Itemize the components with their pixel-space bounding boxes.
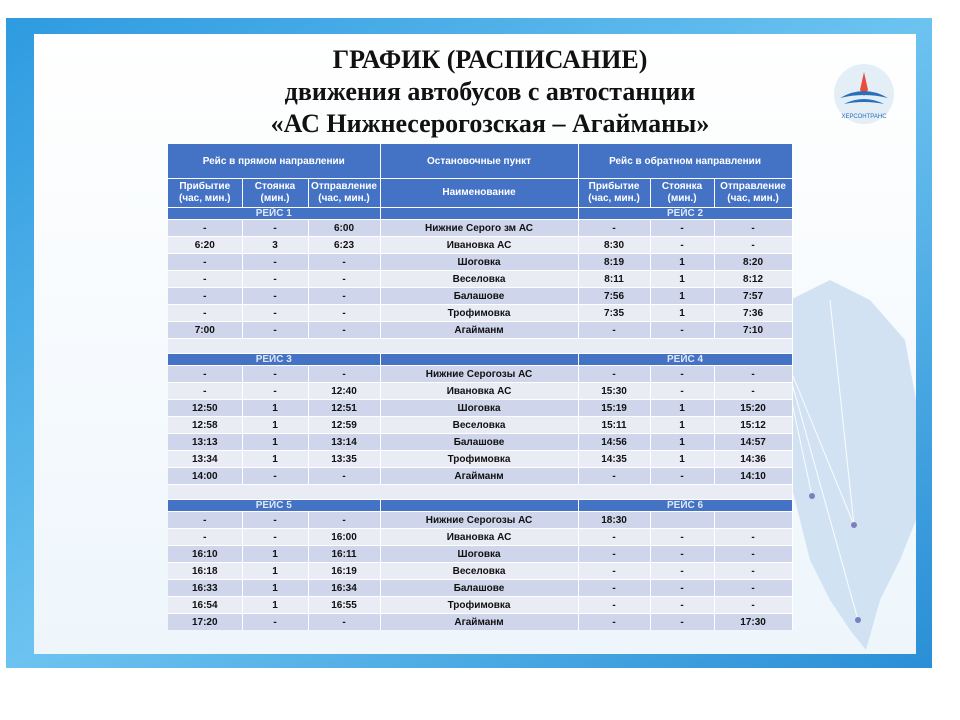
table-row xyxy=(168,563,792,580)
reverse-trip-label: РЕЙС 4 xyxy=(578,354,792,366)
cell-departure-reverse: - xyxy=(714,529,792,546)
cell-departure-forward: - xyxy=(308,614,380,631)
cell-departure-reverse: - xyxy=(714,366,792,383)
cell-arrival-forward: - xyxy=(168,220,242,237)
cell-stay-forward: 1 xyxy=(242,400,308,417)
cell-stay-forward: - xyxy=(242,366,308,383)
cell-departure-forward: 16:00 xyxy=(308,529,380,546)
cell-departure-forward: - xyxy=(308,271,380,288)
cell-departure-forward: 13:14 xyxy=(308,434,380,451)
cell-stop-name: Ивановка АС xyxy=(380,383,578,400)
header-stay-reverse: Стоянка (мин.) xyxy=(650,179,714,208)
title-line-2: движения автобусов с автостанции xyxy=(284,77,696,106)
cell-stay-forward: - xyxy=(242,383,308,400)
cell-stay-reverse: - xyxy=(650,529,714,546)
cell-stay-forward: - xyxy=(242,468,308,485)
cell-arrival-reverse: 7:56 xyxy=(578,288,650,305)
header-row-groups xyxy=(168,144,792,179)
table-row xyxy=(168,597,792,614)
cell-arrival-forward: - xyxy=(168,529,242,546)
cell-departure-reverse: 7:36 xyxy=(714,305,792,322)
cell-departure-reverse: - xyxy=(714,383,792,400)
cell-departure-forward: 13:35 xyxy=(308,451,380,468)
cell-stop-name: Балашове xyxy=(380,288,578,305)
table-row xyxy=(168,546,792,563)
header-forward: Рейс в прямом направлении xyxy=(168,144,380,179)
cell-departure-forward: - xyxy=(308,366,380,383)
table-row xyxy=(168,237,792,254)
cell-stay-forward: - xyxy=(242,305,308,322)
cell-arrival-forward: 12:50 xyxy=(168,400,242,417)
cell-stay-forward: - xyxy=(242,271,308,288)
cell-arrival-forward: 17:20 xyxy=(168,614,242,631)
cell-stay-reverse: - xyxy=(650,468,714,485)
cell-arrival-forward: 13:13 xyxy=(168,434,242,451)
cell-arrival-forward: 7:00 xyxy=(168,322,242,339)
cell-arrival-forward: 14:00 xyxy=(168,468,242,485)
cell-stay-reverse: - xyxy=(650,597,714,614)
header-arrival-forward: Прибытие (час, мин.) xyxy=(168,179,242,208)
cell-arrival-reverse: - xyxy=(578,580,650,597)
cell-arrival-forward: - xyxy=(168,288,242,305)
cell-stay-forward: - xyxy=(242,512,308,529)
header-stay-forward: Стоянка (мин.) xyxy=(242,179,308,208)
table-row xyxy=(168,366,792,383)
svg-text:ХЕРСОНТРАНС: ХЕРСОНТРАНС xyxy=(841,114,887,120)
cell-stop-name: Агайманм xyxy=(380,322,578,339)
spacer-cell xyxy=(168,339,792,354)
cell-departure-reverse: 8:20 xyxy=(714,254,792,271)
cell-arrival-reverse: 8:11 xyxy=(578,271,650,288)
block-spacer xyxy=(168,339,792,354)
cell-arrival-forward: - xyxy=(168,512,242,529)
cell-stop-name: Веселовка xyxy=(380,563,578,580)
table-row xyxy=(168,271,792,288)
cell-arrival-reverse: 15:19 xyxy=(578,400,650,417)
cell-stay-reverse: 1 xyxy=(650,434,714,451)
cell-stay-forward: - xyxy=(242,220,308,237)
cell-arrival-forward: - xyxy=(168,254,242,271)
cell-stay-reverse: 1 xyxy=(650,305,714,322)
cell-arrival-reverse: - xyxy=(578,529,650,546)
cell-arrival-reverse: 8:19 xyxy=(578,254,650,271)
cell-stay-reverse: 1 xyxy=(650,254,714,271)
cell-stop-name: Ивановка АС xyxy=(380,529,578,546)
trip-stop-blank xyxy=(380,354,578,366)
cell-departure-reverse: - xyxy=(714,546,792,563)
cell-stay-forward: 1 xyxy=(242,546,308,563)
table-row xyxy=(168,614,792,631)
cell-stop-name: Балашове xyxy=(380,434,578,451)
table-row xyxy=(168,434,792,451)
cell-departure-forward: 12:40 xyxy=(308,383,380,400)
table-row xyxy=(168,580,792,597)
cell-stay-forward: - xyxy=(242,288,308,305)
cell-stay-forward: - xyxy=(242,254,308,271)
cell-stay-reverse: 1 xyxy=(650,400,714,417)
table-row xyxy=(168,512,792,529)
header-reverse: Рейс в обратном направлении xyxy=(578,144,792,179)
cell-departure-forward: 16:34 xyxy=(308,580,380,597)
cell-arrival-forward: - xyxy=(168,383,242,400)
cell-arrival-forward: 16:54 xyxy=(168,597,242,614)
cell-stop-name: Нижние Серогозы АС xyxy=(380,512,578,529)
title-line-3: «АС Нижнесерогозская – Агайманы» xyxy=(270,109,710,138)
schedule-table xyxy=(168,144,793,630)
cell-departure-forward: 16:19 xyxy=(308,563,380,580)
cell-stay-forward: - xyxy=(242,529,308,546)
forward-trip-label: РЕЙС 3 xyxy=(168,354,380,366)
cell-arrival-reverse: - xyxy=(578,366,650,383)
cell-departure-reverse: 15:12 xyxy=(714,417,792,434)
cell-stay-reverse: - xyxy=(650,322,714,339)
reverse-trip-label: РЕЙС 2 xyxy=(578,208,792,220)
table-row xyxy=(168,451,792,468)
header-row-columns xyxy=(168,179,792,208)
cell-stop-name: Балашове xyxy=(380,580,578,597)
cell-departure-reverse: - xyxy=(714,237,792,254)
page-title xyxy=(160,44,820,140)
cell-departure-reverse xyxy=(714,512,792,529)
cell-stay-forward: 3 xyxy=(242,237,308,254)
cell-departure-reverse: 7:10 xyxy=(714,322,792,339)
cell-stop-name: Трофимовка xyxy=(380,305,578,322)
cell-stay-reverse: 1 xyxy=(650,417,714,434)
cell-stay-reverse xyxy=(650,512,714,529)
cell-departure-reverse: 15:20 xyxy=(714,400,792,417)
header-name: Наименование xyxy=(380,179,578,208)
cell-arrival-reverse: 7:35 xyxy=(578,305,650,322)
table-row xyxy=(168,383,792,400)
header-stops: Остановочные пункт xyxy=(380,144,578,179)
cell-stay-forward: - xyxy=(242,614,308,631)
cell-stop-name: Шоговка xyxy=(380,400,578,417)
trip-stop-blank xyxy=(380,500,578,512)
cell-stop-name: Шоговка xyxy=(380,254,578,271)
cell-departure-forward: 12:59 xyxy=(308,417,380,434)
block-spacer xyxy=(168,485,792,500)
forward-trip-label: РЕЙС 1 xyxy=(168,208,380,220)
table-row xyxy=(168,288,792,305)
cell-departure-reverse: 14:36 xyxy=(714,451,792,468)
cell-arrival-reverse: 15:30 xyxy=(578,383,650,400)
cell-departure-forward: 16:11 xyxy=(308,546,380,563)
cell-stop-name: Веселовка xyxy=(380,417,578,434)
cell-arrival-reverse: 8:30 xyxy=(578,237,650,254)
cell-arrival-reverse: 18:30 xyxy=(578,512,650,529)
cell-stay-forward: 1 xyxy=(242,417,308,434)
cell-arrival-reverse: 15:11 xyxy=(578,417,650,434)
cell-arrival-reverse: 14:56 xyxy=(578,434,650,451)
cell-stop-name: Веселовка xyxy=(380,271,578,288)
cell-departure-forward: 16:55 xyxy=(308,597,380,614)
cell-stop-name: Агайманм xyxy=(380,614,578,631)
cell-departure-reverse: - xyxy=(714,580,792,597)
cell-arrival-forward: 6:20 xyxy=(168,237,242,254)
cell-arrival-reverse: 14:35 xyxy=(578,451,650,468)
cell-stay-forward: - xyxy=(242,322,308,339)
cell-stop-name: Нижние Серогозы АС xyxy=(380,366,578,383)
cell-arrival-forward: 16:18 xyxy=(168,563,242,580)
cell-arrival-forward: - xyxy=(168,366,242,383)
table-row xyxy=(168,322,792,339)
cell-departure-reverse: 17:30 xyxy=(714,614,792,631)
cell-stay-reverse: - xyxy=(650,614,714,631)
trip-stop-blank xyxy=(380,208,578,220)
cell-departure-forward: - xyxy=(308,288,380,305)
cell-stay-reverse: - xyxy=(650,546,714,563)
cell-stop-name: Шоговка xyxy=(380,546,578,563)
trip-header-row xyxy=(168,354,792,366)
spacer-cell xyxy=(168,485,792,500)
cell-departure-forward: 6:23 xyxy=(308,237,380,254)
cell-departure-forward: 6:00 xyxy=(308,220,380,237)
header-arrival-reverse: Прибытие (час, мин.) xyxy=(578,179,650,208)
cell-stop-name: Нижние Серого зм АС xyxy=(380,220,578,237)
cell-arrival-reverse: - xyxy=(578,468,650,485)
company-logo-icon xyxy=(832,62,896,126)
cell-stay-reverse: 1 xyxy=(650,288,714,305)
cell-arrival-forward: 16:10 xyxy=(168,546,242,563)
cell-departure-reverse: 7:57 xyxy=(714,288,792,305)
cell-arrival-forward: 12:58 xyxy=(168,417,242,434)
cell-stay-reverse: - xyxy=(650,580,714,597)
cell-stay-forward: 1 xyxy=(242,597,308,614)
cell-stay-reverse: - xyxy=(650,383,714,400)
cell-departure-forward: - xyxy=(308,512,380,529)
cell-departure-reverse: 14:57 xyxy=(714,434,792,451)
cell-stay-reverse: - xyxy=(650,237,714,254)
table-row xyxy=(168,254,792,271)
cell-stay-reverse: - xyxy=(650,366,714,383)
forward-trip-label: РЕЙС 5 xyxy=(168,500,380,512)
table-row xyxy=(168,305,792,322)
cell-arrival-reverse: - xyxy=(578,546,650,563)
table-row xyxy=(168,417,792,434)
cell-departure-reverse: 14:10 xyxy=(714,468,792,485)
table-row xyxy=(168,400,792,417)
cell-departure-forward: - xyxy=(308,254,380,271)
cell-stay-reverse: - xyxy=(650,563,714,580)
cell-departure-reverse: 8:12 xyxy=(714,271,792,288)
cell-arrival-reverse: - xyxy=(578,563,650,580)
cell-stop-name: Трофимовка xyxy=(380,597,578,614)
title-line-1: ГРАФИК (РАСПИСАНИЕ) xyxy=(332,45,648,74)
header-departure-forward: Отправление (час, мин.) xyxy=(308,179,380,208)
cell-arrival-forward: 13:34 xyxy=(168,451,242,468)
table-row xyxy=(168,529,792,546)
cell-arrival-forward: - xyxy=(168,271,242,288)
cell-arrival-forward: - xyxy=(168,305,242,322)
cell-stop-name: Ивановка АС xyxy=(380,237,578,254)
trip-header-row xyxy=(168,500,792,512)
cell-arrival-reverse: - xyxy=(578,322,650,339)
cell-arrival-forward: 16:33 xyxy=(168,580,242,597)
cell-departure-reverse: - xyxy=(714,220,792,237)
cell-departure-reverse: - xyxy=(714,597,792,614)
cell-arrival-reverse: - xyxy=(578,220,650,237)
cell-departure-forward: - xyxy=(308,305,380,322)
cell-departure-forward: - xyxy=(308,322,380,339)
reverse-trip-label: РЕЙС 6 xyxy=(578,500,792,512)
cell-stay-reverse: - xyxy=(650,220,714,237)
cell-arrival-reverse: - xyxy=(578,597,650,614)
cell-stay-reverse: 1 xyxy=(650,451,714,468)
cell-departure-forward: 12:51 xyxy=(308,400,380,417)
cell-stay-reverse: 1 xyxy=(650,271,714,288)
cell-stay-forward: 1 xyxy=(242,434,308,451)
cell-stop-name: Агайманм xyxy=(380,468,578,485)
cell-stay-forward: 1 xyxy=(242,580,308,597)
trip-header-row xyxy=(168,208,792,220)
cell-stop-name: Трофимовка xyxy=(380,451,578,468)
table-row xyxy=(168,468,792,485)
cell-departure-forward: - xyxy=(308,468,380,485)
cell-arrival-reverse: - xyxy=(578,614,650,631)
header-departure-reverse: Отправление (час, мин.) xyxy=(714,179,792,208)
cell-stay-forward: 1 xyxy=(242,451,308,468)
cell-stay-forward: 1 xyxy=(242,563,308,580)
cell-departure-reverse: - xyxy=(714,563,792,580)
table-row xyxy=(168,220,792,237)
